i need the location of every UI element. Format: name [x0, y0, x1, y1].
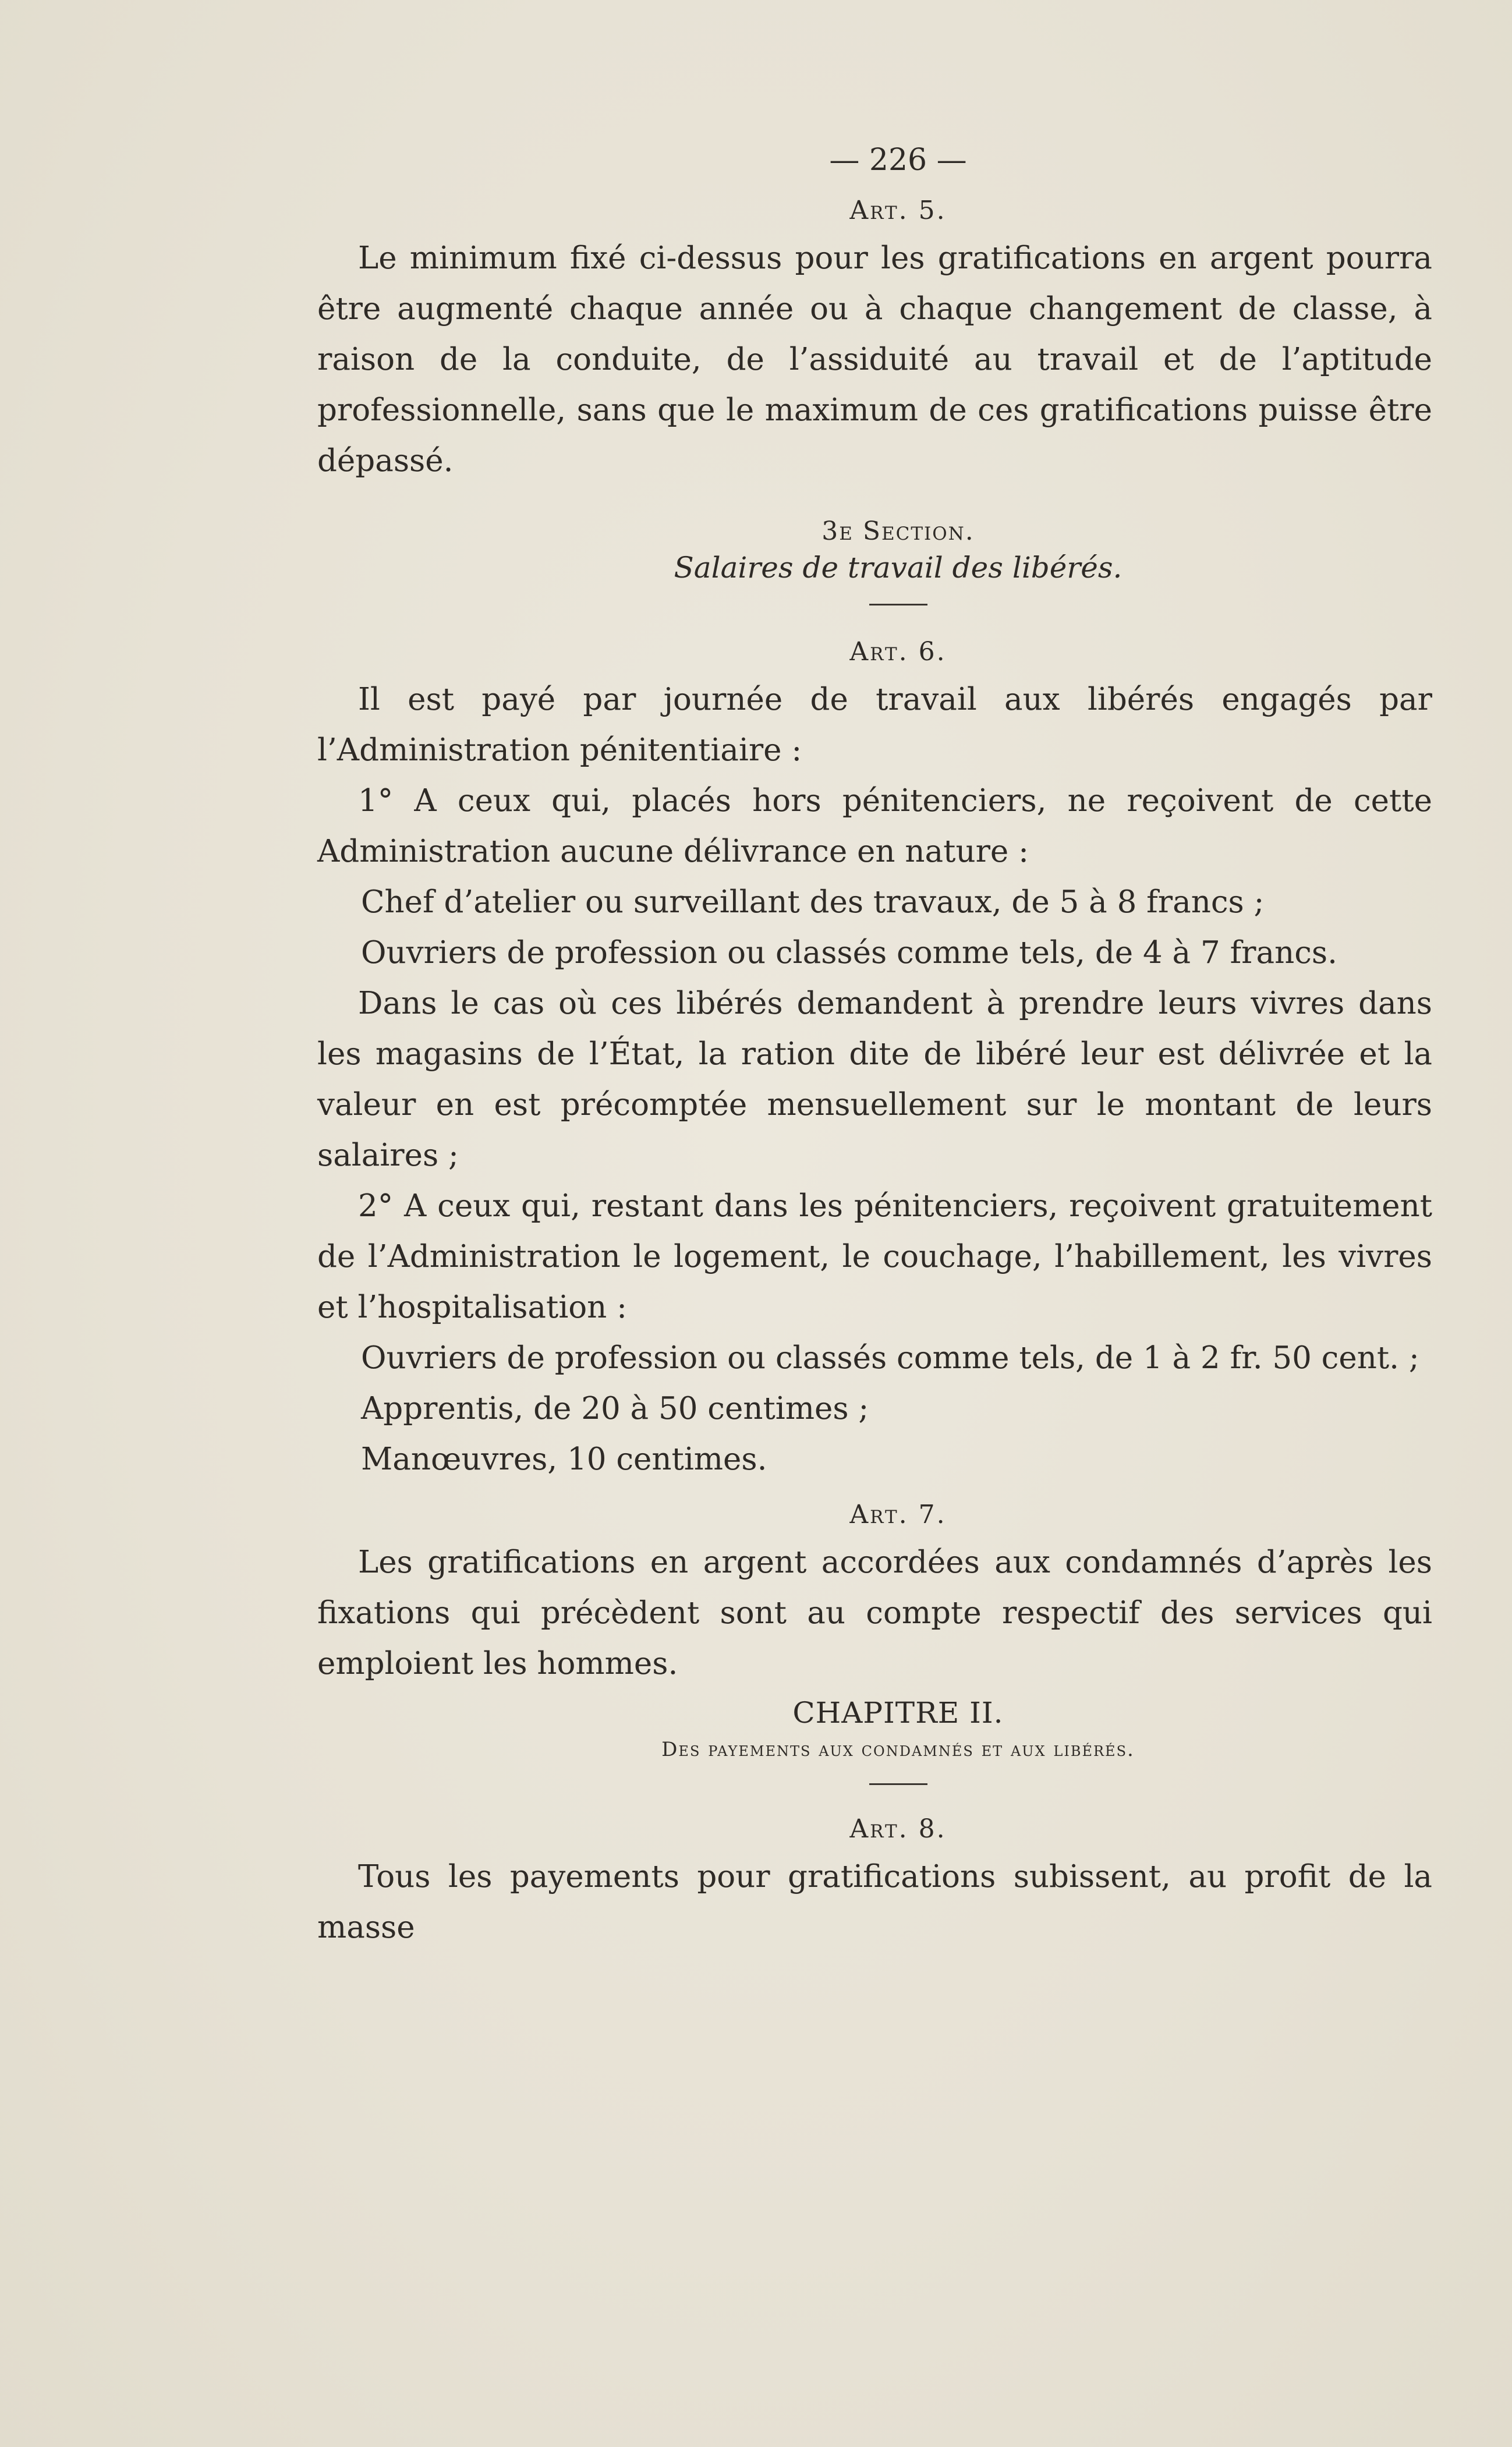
section-divider [869, 604, 927, 605]
article-6-item-1: Chef d’atelier ou surveillant des travaux, de 5 à 8 francs ; [361, 884, 1265, 920]
section-3-heading: 3e Section. [821, 516, 975, 546]
article-5-text: Le minimum fixé ci-dessus pour les gratifications en argent pourra être augmenté chaque année ou à chaque changement de classe, à raison de la conduite, de l’assiduité au travail et de l’aptitude professionnelle, sans que le maximum de ces gratifications puisse être dépassé. [317, 240, 1432, 479]
section-3-subtitle: Salaires de travail des libérés. [674, 551, 1123, 585]
article-7-heading: Art. 7. [849, 1500, 947, 1529]
article-6-item-3: Ouvriers de profession ou classés comme tels, de 1 à 2 fr. 50 cent. ; [361, 1340, 1419, 1376]
page-number: — 226 — [829, 143, 967, 178]
text-column [317, 140, 1432, 1953]
chapter-title: CHAPITRE II. [792, 1696, 1004, 1730]
article-6-para-2: Dans le cas où ces libérés demandent à prendre leurs vivres dans les magasins de l’État, la ration dite de libéré leur est délivrée et la valeur en est précomptée mensuellement sur le montant de leurs salaires ; [317, 986, 1432, 1173]
article-6-item-2: Ouvriers de profession ou classés comme tels, de 4 à 7 francs. [361, 935, 1337, 971]
article-6-intro: Il est payé par journée de travail aux libérés engagés par l’Administration pénitentiaire : [317, 682, 1432, 768]
article-7-text: Les gratifications en argent accordées aux condamnés d’après les fixations qui précèdent sont au compte respectif des services qui emploient les hommes. [317, 1545, 1432, 1681]
article-8-heading: Art. 8. [849, 1814, 947, 1844]
article-8-text: Tous les payements pour gratifications subissent, au profit de la masse [317, 1859, 1432, 1945]
article-5-heading: Art. 5. [849, 196, 947, 225]
article-6-para-3: 2° A ceux qui, restant dans les pénitenciers, reçoivent gratuitement de l’Administration le logement, le couchage, l’habillement, les vivres et l’hospitalisation : [317, 1188, 1432, 1325]
chapter-divider [869, 1783, 927, 1785]
article-6-item-4: Apprentis, de 20 à 50 centimes ; [361, 1391, 869, 1426]
article-6-item-5: Manœuvres, 10 centimes. [361, 1442, 767, 1477]
article-6-para-1: 1° A ceux qui, placés hors pénitenciers, ne reçoivent de cette Administration aucune délivrance en nature : [317, 783, 1432, 869]
article-6-heading: Art. 6. [849, 637, 947, 667]
chapter-subtitle: Des payements aux condamnés et aux libérés. [661, 1738, 1135, 1761]
